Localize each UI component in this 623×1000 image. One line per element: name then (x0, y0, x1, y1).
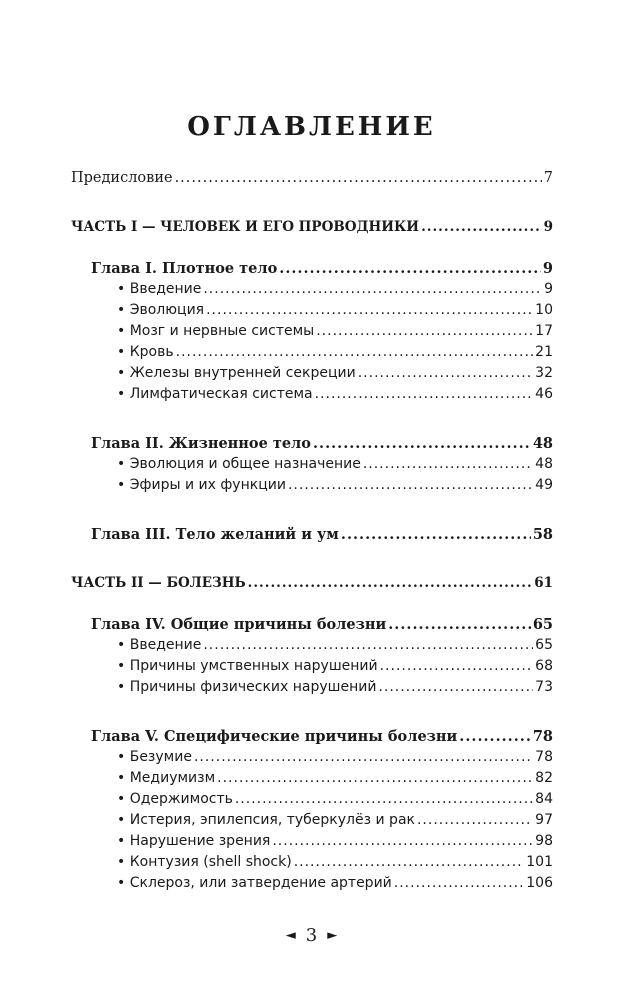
toc-entry-preface[interactable] (71, 168, 553, 189)
toc-page-number: 65 (532, 616, 553, 633)
toc-chapter-label: Глава IV. Общие причины болезни (91, 616, 387, 633)
leader-dots (378, 677, 533, 698)
toc-page-number: 101 (526, 854, 553, 870)
toc-page-number: 78 (532, 728, 553, 745)
toc-page-number: 17 (535, 323, 553, 339)
toc-chapter-5[interactable] (71, 726, 553, 747)
toc-item[interactable] (71, 873, 553, 894)
leader-dots (459, 726, 531, 747)
right-arrow-icon: ► (327, 928, 338, 943)
toc-part-1[interactable] (71, 217, 553, 238)
table-of-contents (71, 168, 553, 894)
leader-dots (288, 475, 533, 496)
leader-dots (206, 300, 533, 321)
toc-page-number: 48 (535, 456, 553, 472)
toc-item[interactable] (71, 831, 553, 852)
leader-dots (203, 279, 542, 300)
leader-dots (380, 656, 534, 677)
toc-part-label: ЧАСТЬ I — ЧЕЛОВЕК И ЕГО ПРОВОДНИКИ (71, 219, 420, 235)
toc-entry-label: Предисловие (71, 170, 173, 186)
toc-page-number: 78 (535, 749, 553, 765)
toc-page-number: 106 (526, 875, 553, 891)
toc-page-number: 21 (535, 344, 553, 360)
toc-item-label: • Лимфатическая система (117, 384, 313, 405)
toc-item[interactable] (71, 384, 553, 405)
toc-item-label: • Нарушение зрения (117, 831, 270, 852)
toc-page-number: 32 (535, 365, 553, 381)
toc-item[interactable] (71, 279, 553, 300)
toc-page-number: 68 (535, 658, 553, 674)
toc-item-label: • Контузия (shell shock) (117, 852, 292, 873)
toc-chapter-label: Глава V. Специфические причины болезни (91, 728, 458, 745)
toc-item-label: • Введение (117, 279, 201, 300)
page-title: ОГЛАВЛЕНИЕ (187, 112, 436, 142)
toc-page-number: 61 (534, 575, 553, 591)
leader-dots (175, 168, 542, 189)
leader-dots (217, 768, 533, 789)
toc-item[interactable] (71, 454, 553, 475)
toc-page-number: 65 (535, 637, 553, 653)
toc-item[interactable] (71, 475, 553, 496)
toc-item[interactable] (71, 768, 553, 789)
toc-page-number: 46 (535, 386, 553, 402)
leader-dots (235, 789, 533, 810)
toc-chapter-label: Глава III. Тело желаний и ум (91, 526, 339, 543)
leader-dots (363, 454, 533, 475)
toc-chapter-label: Глава II. Жизненное тело (91, 435, 311, 452)
toc-item[interactable] (71, 363, 553, 384)
toc-page-number: 73 (535, 679, 553, 695)
leader-dots (176, 342, 534, 363)
leader-dots (341, 524, 531, 545)
leader-dots (358, 363, 533, 384)
leader-dots (417, 810, 533, 831)
leader-dots (203, 635, 533, 656)
leader-dots (272, 831, 533, 852)
toc-item[interactable] (71, 677, 553, 698)
toc-item-label: • Мозг и нервные системы (117, 321, 314, 342)
toc-item[interactable] (71, 656, 553, 677)
toc-item[interactable] (71, 810, 553, 831)
toc-page-number: 84 (535, 791, 553, 807)
toc-page-number: 97 (535, 812, 553, 828)
toc-item-label: • Эволюция и общее назначение (117, 454, 361, 475)
toc-item-label: • Истерия, эпилепсия, туберкулёз и рак (117, 810, 415, 831)
page-footer (0, 925, 623, 946)
toc-part-2[interactable] (71, 573, 553, 594)
toc-chapter-3[interactable] (71, 524, 553, 545)
page-number: 3 (305, 925, 318, 946)
toc-page-number: 9 (542, 260, 553, 277)
toc-item-label: • Склероз, или затвердение артерий (117, 873, 392, 894)
toc-page-number: 98 (535, 833, 553, 849)
toc-item-label: • Эволюция (117, 300, 204, 321)
leader-dots (394, 873, 525, 894)
toc-item-label: • Безумие (117, 747, 192, 768)
toc-item-label: • Одержимость (117, 789, 233, 810)
toc-item-label: • Причины физических нарушений (117, 677, 376, 698)
toc-page-number: 82 (535, 770, 553, 786)
leader-dots (421, 217, 542, 238)
toc-page-number: 9 (544, 281, 553, 297)
toc-chapter-4[interactable] (71, 614, 553, 635)
toc-item-label: • Введение (117, 635, 201, 656)
toc-item-label: • Причины умственных нарушений (117, 656, 378, 677)
toc-page-number: 7 (543, 170, 553, 186)
leader-dots (294, 852, 525, 873)
toc-page-number: 48 (532, 435, 553, 452)
toc-page-number: 49 (535, 477, 553, 493)
toc-item-label: • Эфиры и их функции (117, 475, 286, 496)
leader-dots (316, 321, 533, 342)
toc-item[interactable] (71, 300, 553, 321)
leader-dots (248, 573, 533, 594)
leader-dots (313, 433, 531, 454)
toc-item[interactable] (71, 635, 553, 656)
toc-chapter-1[interactable] (71, 258, 553, 279)
leader-dots (315, 384, 534, 405)
toc-part-label: ЧАСТЬ II — БОЛЕЗНЬ (71, 575, 246, 591)
toc-item[interactable] (71, 747, 553, 768)
toc-item[interactable] (71, 342, 553, 363)
toc-item-label: • Железы внутренней секреции (117, 363, 356, 384)
leader-dots (388, 614, 531, 635)
leader-dots (194, 747, 533, 768)
left-arrow-icon: ◄ (285, 928, 296, 943)
toc-item[interactable] (71, 321, 553, 342)
toc-item[interactable] (71, 852, 553, 873)
toc-page-number: 58 (532, 526, 553, 543)
toc-item-label: • Медиумизм (117, 768, 215, 789)
toc-chapter-2[interactable] (71, 433, 553, 454)
toc-page-number: 9 (543, 219, 553, 235)
toc-chapter-label: Глава I. Плотное тело (91, 260, 278, 277)
toc-item-label: • Кровь (117, 342, 174, 363)
leader-dots (279, 258, 541, 279)
toc-item[interactable] (71, 789, 553, 810)
toc-page-number: 10 (535, 302, 553, 318)
